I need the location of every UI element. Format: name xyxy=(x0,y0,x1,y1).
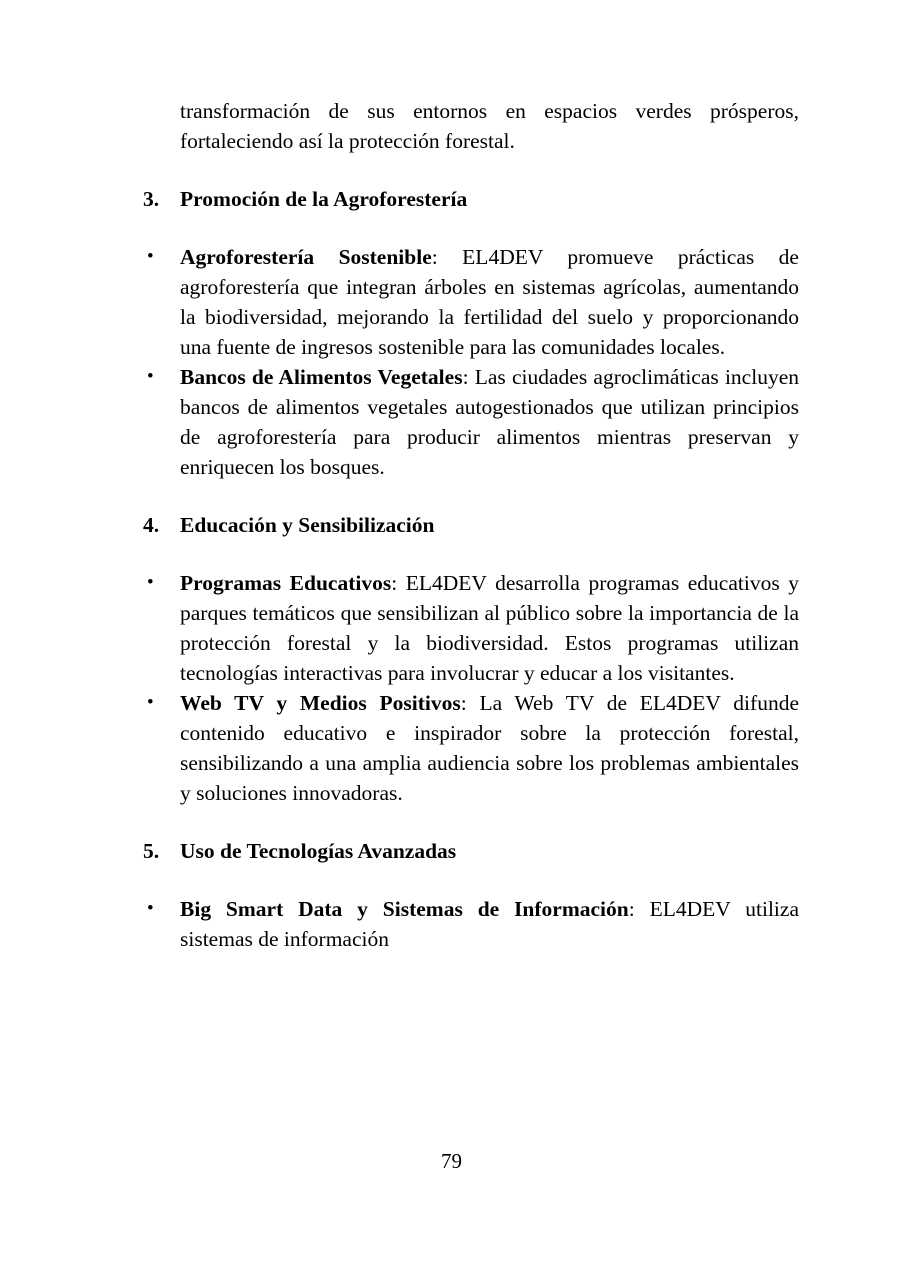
spacer xyxy=(143,214,799,242)
list-item-separator: : xyxy=(431,245,463,269)
list-item-separator: : xyxy=(391,571,406,595)
list-number-5: 5. xyxy=(143,839,160,863)
section-heading-3-label: Promoción de la Agroforestería xyxy=(180,187,468,211)
list-item-body: EL4DEV promueve prácticas de agroforestería que integran árboles en sistemas agrícolas, aumentando la biodiversidad, mejorando la fertilidad del suelo y proporcionando una fuente de ingresos sostenible para las comunidades locales. xyxy=(180,245,799,359)
list-item-lead: Agroforestería Sostenible xyxy=(180,245,432,269)
section-heading-5 xyxy=(143,836,799,866)
spacer xyxy=(143,156,799,184)
list-item-separator: : xyxy=(462,365,475,389)
list-item-lead: Bancos de Alimentos Vegetales xyxy=(180,365,463,389)
list-item-lead: Programas Educativos xyxy=(180,571,392,595)
bullet-icon: • xyxy=(147,366,154,387)
list-number-4: 4. xyxy=(143,513,160,537)
list-item xyxy=(143,688,799,808)
page-number: 79 xyxy=(441,1149,462,1173)
list-item-body: EL4DEV desarrolla programas educativos y parques temáticos que sensibilizan al público sobre la importancia de la protección forestal y la biodiversidad. Estos programas utilizan tecnologías interactivas para involucrar y educar a los visitantes. xyxy=(180,571,799,685)
spacer xyxy=(143,482,799,510)
spacer xyxy=(143,540,799,568)
list-item-separator: : xyxy=(460,691,480,715)
list-number-3: 3. xyxy=(143,187,160,211)
list-item xyxy=(143,894,799,954)
list-item xyxy=(143,568,799,688)
bullet-icon: • xyxy=(147,692,154,713)
intro-paragraph: transformación de sus entornos en espacios verdes prósperos, fortaleciendo así la protección forestal. xyxy=(180,99,799,153)
list-item-separator: : xyxy=(628,897,650,921)
list-item xyxy=(143,242,799,362)
section-heading-3 xyxy=(143,184,799,214)
page-content xyxy=(143,96,799,954)
list-item-body: Las ciudades agroclimáticas incluyen bancos de alimentos vegetales autogestionados que utilizan principios de agroforestería para producir alimentos mientras preservan y enriquecen los bosques. xyxy=(180,365,799,479)
bullet-icon: • xyxy=(147,246,154,267)
list-item-body: La Web TV de EL4DEV difunde contenido educativo e inspirador sobre la protección forestal, sensibilizando a una amplia audiencia sobre los problemas ambientales y soluciones innovadoras. xyxy=(180,691,799,805)
spacer xyxy=(143,808,799,836)
section-heading-4-label: Educación y Sensibilización xyxy=(180,513,435,537)
list-item-body: EL4DEV utiliza sistemas de información xyxy=(180,897,799,951)
section-heading-5-label: Uso de Tecnologías Avanzadas xyxy=(180,839,457,863)
section-heading-4 xyxy=(143,510,799,540)
list-item-lead: Big Smart Data y Sistemas de Información xyxy=(180,897,629,921)
list-item-lead: Web TV y Medios Positivos xyxy=(180,691,461,715)
list-item xyxy=(143,362,799,482)
bullet-icon: • xyxy=(147,898,154,919)
bullet-icon: • xyxy=(147,572,154,593)
spacer xyxy=(143,866,799,894)
